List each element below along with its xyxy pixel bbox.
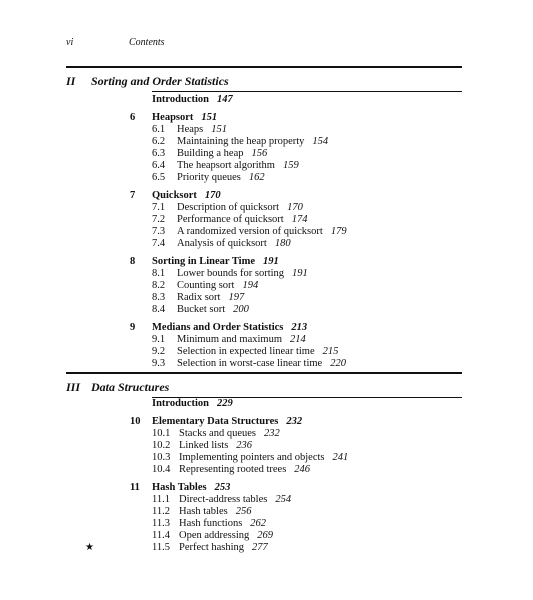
section-title: Selection in worst-case linear time xyxy=(177,358,323,369)
running-head-title: Contents xyxy=(129,37,165,48)
page-number: 214 xyxy=(290,334,306,345)
section-number: 7.3 xyxy=(152,226,166,237)
toc-section[interactable] xyxy=(130,268,470,280)
page-number: 162 xyxy=(248,172,265,183)
toc-section[interactable] xyxy=(130,160,470,172)
toc-section[interactable] xyxy=(130,172,470,184)
section-number: 9.3 xyxy=(152,358,166,369)
toc-chapter[interactable] xyxy=(130,256,470,268)
chapter-number: 10 xyxy=(130,416,141,427)
toc-section[interactable] xyxy=(130,358,470,370)
page-number: 254 xyxy=(275,494,292,505)
toc-part-ii xyxy=(130,94,470,370)
section-number: 6.1 xyxy=(152,124,166,135)
section-title: Stacks and queues xyxy=(179,428,256,439)
page-number: 229 xyxy=(217,398,233,409)
page-number: 269 xyxy=(257,530,274,541)
page-number: 277 xyxy=(252,542,268,553)
toc-section[interactable] xyxy=(130,440,470,452)
section-number: 10.2 xyxy=(152,440,171,451)
page-number: 197 xyxy=(228,292,245,303)
section-number: 7.4 xyxy=(152,238,166,249)
page-number: 191 xyxy=(262,256,279,267)
toc-section[interactable] xyxy=(130,280,470,292)
part-thin-rule xyxy=(152,91,462,92)
part-header-ii xyxy=(66,66,462,92)
section-title: Maintaining the heap property xyxy=(177,136,305,147)
part-title xyxy=(66,74,462,88)
page-number: 246 xyxy=(294,464,311,475)
toc-chapter[interactable] xyxy=(130,112,470,124)
page-number: 151 xyxy=(211,124,227,135)
page-number: 159 xyxy=(282,160,299,171)
toc-section[interactable] xyxy=(130,518,470,530)
section-number: 6.3 xyxy=(152,148,166,159)
part-rule xyxy=(66,66,462,68)
part-title xyxy=(66,380,462,394)
toc-section[interactable] xyxy=(130,334,470,346)
section-title: Counting sort xyxy=(177,280,235,291)
chapter-title: Medians and Order Statistics xyxy=(152,322,284,333)
section-number: 11.2 xyxy=(152,506,170,517)
section-title: Priority queues xyxy=(177,172,241,183)
toc-intro[interactable] xyxy=(130,94,470,106)
page-number: 256 xyxy=(235,506,252,517)
toc-section[interactable] xyxy=(130,124,470,136)
section-title: Bucket sort xyxy=(177,304,226,315)
section-title: Perfect hashing xyxy=(179,542,245,553)
section-title: Open addressing xyxy=(179,530,250,541)
page-number: 213 xyxy=(291,322,308,333)
intro-title: Introduction xyxy=(152,94,209,105)
toc-section[interactable] xyxy=(130,214,470,226)
section-title: Hash tables xyxy=(179,506,228,517)
page-number: 215 xyxy=(322,346,339,357)
section-number: 9.1 xyxy=(152,334,166,345)
section-title: Selection in expected linear time xyxy=(177,346,315,357)
part-header-iii xyxy=(66,372,462,398)
section-number: 8.1 xyxy=(152,268,166,279)
chapter-title: Quicksort xyxy=(152,190,197,201)
toc-section[interactable] xyxy=(130,226,470,238)
toc-section[interactable] xyxy=(130,292,470,304)
section-number: 6.4 xyxy=(152,160,166,171)
page-number: 154 xyxy=(312,136,329,147)
section-title: Performance of quicksort xyxy=(177,214,284,225)
page-number: 174 xyxy=(291,214,308,225)
page-number: 220 xyxy=(330,358,346,369)
section-title: Radix sort xyxy=(177,292,221,303)
chapter-title: Sorting in Linear Time xyxy=(152,256,255,267)
toc-section[interactable] xyxy=(130,346,470,358)
section-title: Minimum and maximum xyxy=(177,334,282,345)
section-number: 7.2 xyxy=(152,214,166,225)
page-number: 170 xyxy=(204,190,221,201)
page-number: 170 xyxy=(287,202,303,213)
section-number: 8.4 xyxy=(152,304,166,315)
chapter-title: Elementary Data Structures xyxy=(152,416,279,427)
page-number: 253 xyxy=(214,482,231,493)
section-number: 7.1 xyxy=(152,202,166,213)
toc-section[interactable] xyxy=(130,148,470,160)
page-number: 232 xyxy=(263,428,280,439)
toc-section[interactable] xyxy=(130,530,470,542)
chapter-number: 11 xyxy=(130,482,140,493)
toc-section[interactable] xyxy=(130,464,470,476)
chapter-number: 6 xyxy=(130,112,136,123)
page-number: 151 xyxy=(201,112,218,123)
section-number: 8.3 xyxy=(152,292,166,303)
toc-chapter[interactable] xyxy=(130,322,470,334)
section-number: 11.3 xyxy=(152,518,170,529)
chapter-number: 9 xyxy=(130,322,136,333)
page-number: 180 xyxy=(274,238,291,249)
chapter-title: Heapsort xyxy=(152,112,194,123)
section-number: 9.2 xyxy=(152,346,166,357)
part-name: Sorting and Order Statistics xyxy=(91,74,229,88)
section-title: Analysis of quicksort xyxy=(177,238,267,249)
toc-section[interactable] xyxy=(130,304,470,316)
section-title: Linked lists xyxy=(179,440,229,451)
section-title: Lower bounds for sorting xyxy=(177,268,285,279)
page-number: 179 xyxy=(330,226,347,237)
section-title: Building a heap xyxy=(177,148,244,159)
star-icon: ★ xyxy=(85,542,94,553)
page-number: 232 xyxy=(286,416,303,427)
section-number: 10.4 xyxy=(152,464,171,475)
section-title: Implementing pointers and objects xyxy=(179,452,325,463)
toc-chapter[interactable] xyxy=(130,190,470,202)
toc-section[interactable] xyxy=(130,452,470,464)
part-numeral: II xyxy=(66,74,76,88)
chapter-title: Hash Tables xyxy=(152,482,207,493)
part-numeral: III xyxy=(66,380,81,394)
toc-chapter[interactable] xyxy=(130,416,470,428)
page-number: 200 xyxy=(233,304,249,315)
page-number: 191 xyxy=(292,268,308,279)
part-rule xyxy=(66,372,462,374)
toc-section[interactable] xyxy=(130,238,470,250)
section-number: 11.5 xyxy=(152,542,170,553)
page-number: 236 xyxy=(236,440,253,451)
section-number: 6.5 xyxy=(152,172,166,183)
section-title: Heaps xyxy=(177,124,204,135)
page-number: 262 xyxy=(250,518,267,529)
section-title: A randomized version of quicksort xyxy=(177,226,323,237)
chapter-number: 7 xyxy=(130,190,136,201)
toc-intro[interactable] xyxy=(130,398,470,410)
toc-section[interactable] xyxy=(130,494,470,506)
toc-chapter[interactable] xyxy=(130,482,470,494)
intro-title: Introduction xyxy=(152,398,209,409)
page-number: 147 xyxy=(217,94,233,105)
page-number: 194 xyxy=(242,280,259,291)
section-title: The heapsort algorithm xyxy=(177,160,275,171)
chapter-number: 8 xyxy=(130,256,136,267)
toc-section[interactable] xyxy=(130,136,470,148)
toc-part-iii xyxy=(85,398,470,554)
page-folio: vi xyxy=(66,37,74,48)
page-number: 241 xyxy=(332,452,349,463)
section-title: Representing rooted trees xyxy=(179,464,287,475)
section-title: Description of quicksort xyxy=(177,202,280,213)
section-title: Direct-address tables xyxy=(179,494,268,505)
page-number: 156 xyxy=(251,148,268,159)
section-number: 11.4 xyxy=(152,530,170,541)
part-name: Data Structures xyxy=(91,380,170,394)
toc-section[interactable] xyxy=(130,506,470,518)
toc-section[interactable] xyxy=(130,202,470,214)
section-number: 11.1 xyxy=(152,494,170,505)
section-number: 10.1 xyxy=(152,428,171,439)
section-number: 10.3 xyxy=(152,452,171,463)
section-number: 6.2 xyxy=(152,136,166,147)
toc-section[interactable] xyxy=(130,428,470,440)
section-number: 8.2 xyxy=(152,280,166,291)
toc-section[interactable] xyxy=(85,542,470,554)
section-title: Hash functions xyxy=(179,518,243,529)
